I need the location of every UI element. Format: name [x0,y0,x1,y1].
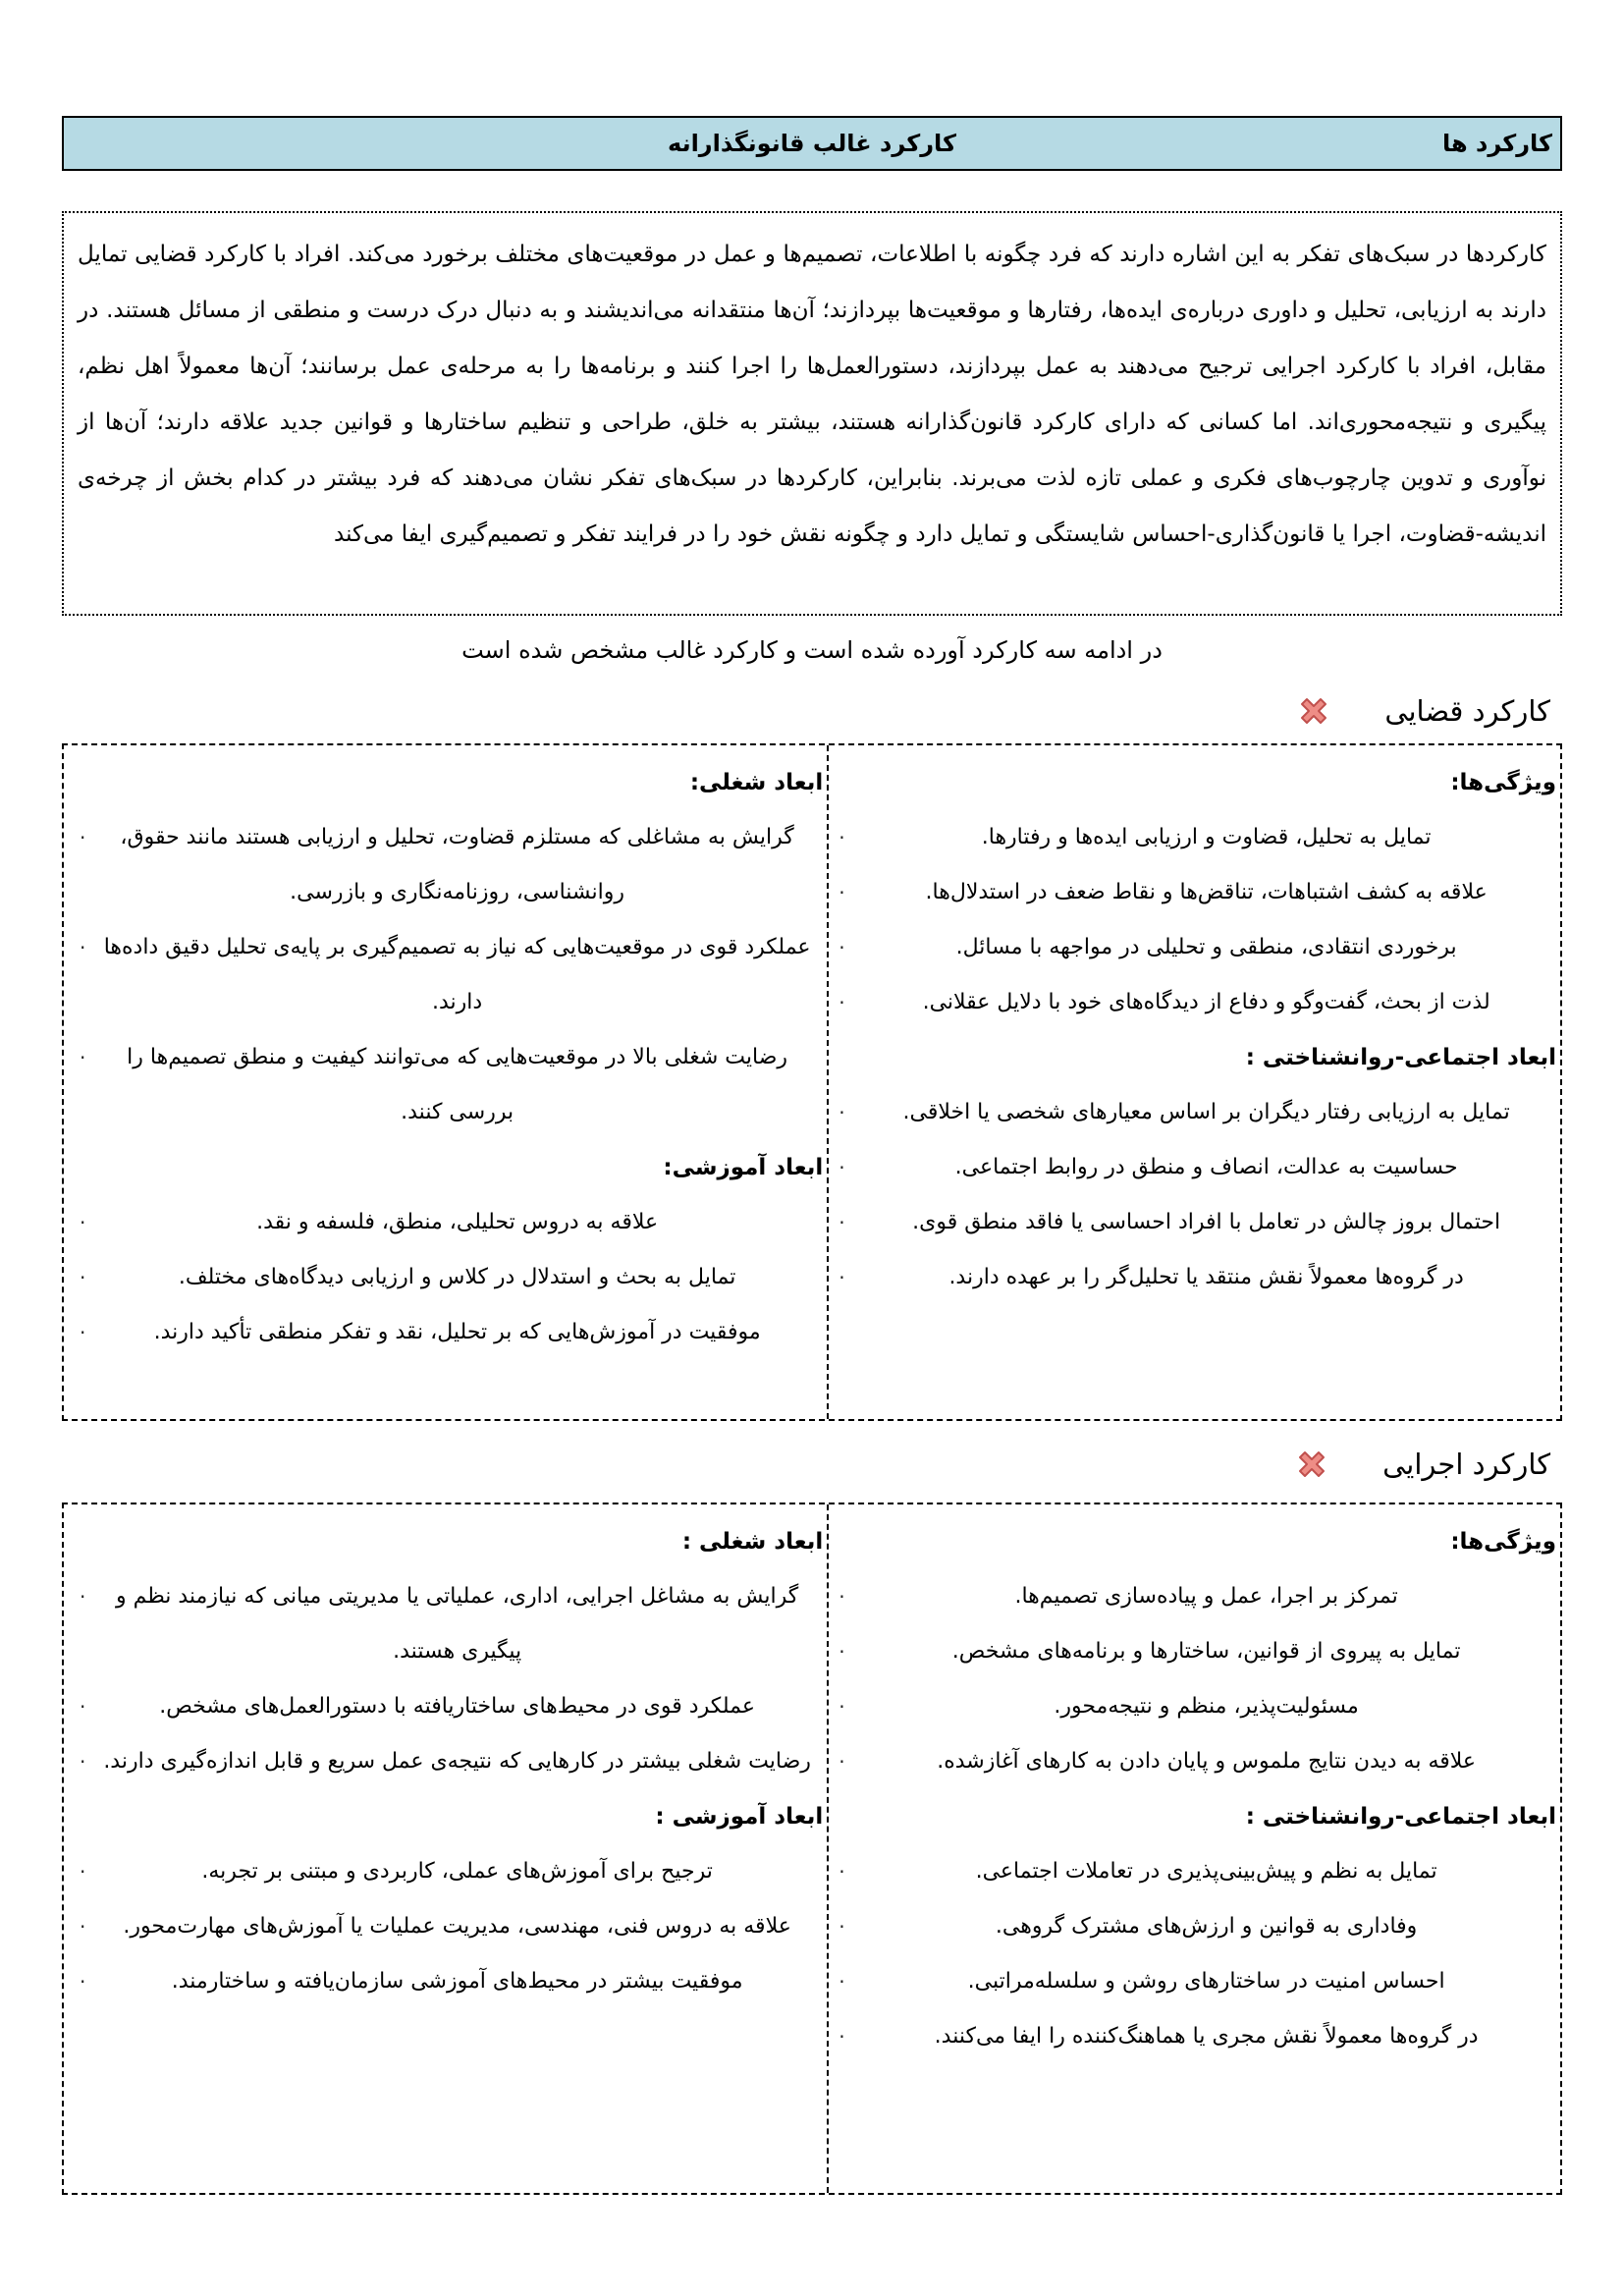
list-item: · برخوردی انتقادی، منطقی و تحلیلی در مواجهه با مسائل. [829,920,1560,975]
judicial-occupational-column [64,745,827,1419]
social-psychological-list [829,1844,1560,2064]
list-item: · حساسیت به عدالت، انصاف و منطق در روابط اجتماعی. [829,1140,1560,1195]
column-header-social-psychological: ابعاد اجتماعی-روانشناختی : [1245,1045,1556,1070]
occupational-list [64,1569,827,1789]
intro-paragraph: کارکردها در سبک‌های تفکر به این اشاره دارند که فرد چگونه با اطلاعات، تصمیم‌ها و عمل در موقعیت‌های مختلف برخورد می‌کند. افراد با کارکرد قضایی تمایل دارند به ارزیابی، تحلیل و داوری درباره‌ی ایده‌ها، رفتارها و موقعیت‌ها بپردازند؛ آن‌ها منتقدانه می‌اندیشند و به دنبال درک درست و منطقی از مسائل هستند. در مقابل، افراد با کارکرد اجرایی ترجیح می‌دهند به عمل بپردازند، دستورالعمل‌ها را اجرا کنند و برنامه‌ها را به مرحله‌ی عمل برسانند؛ آن‌ها معمولاً اهل نظم، پیگیری و نتیجه‌محوری‌اند. اما کسانی که دارای کارکرد قانون‌گذارانه هستند، بیشتر به خلق، طراحی و تنظیم ساختارها و قوانین جدید علاقه دارند؛ آن‌ها از نوآوری و تدوین چارچوب‌های فکری و عملی تازه لذت می‌برند. بنابراین، کارکردها در سبک‌های تفکر نشان می‌دهند که فرد بیشتر در کدام بخش از چرخه‌ی اندیشه-قضاوت، اجرا یا قانون‌گذاری-احساس شایستگی و تمایل دارد و چگونه نقش خود را در فرایند تفکر و تصمیم‌گیری ایفا می‌کند [78,242,1546,547]
column-header-educational: ابعاد آموزشی: [663,1155,824,1180]
list-item: · ترجیح برای آموزش‌های عملی، کاربردی و مبتنی بر تجربه. [64,1844,827,1899]
list-item: · علاقه به کشف اشتباهات، تناقض‌ها و نقاط ضعف در استدلال‌ها. [829,865,1560,920]
list-item: · عملکرد قوی در موقعیت‌هایی که نیاز به تصمیم‌گیری بر پایه‌ی تحلیل دقیق داده‌ها دارند. [64,920,827,1030]
list-item: · وفاداری به قوانین و ارزش‌های مشترک گروهی. [829,1899,1560,1954]
executive-features-column [827,1504,1560,2193]
list-item: · گرایش به مشاغل اجرایی، اداری، عملیاتی یا مدیریتی میانی که نیازمند نظم و پیگیری هستند. [64,1569,827,1679]
list-item: · عملکرد قوی در محیط‌های ساختاریافته با دستورالعمل‌های مشخص. [64,1679,827,1734]
list-item: · علاقه به دروس تحلیلی، منطق، فلسفه و نقد. [64,1195,827,1250]
list-item: · موفقیت بیشتر در محیط‌های آموزشی سازمان‌یافته و ساختارمند. [64,1954,827,2009]
executive-occupational-column [64,1504,827,2193]
list-item: · علاقه به دیدن نتایج ملموس و پایان دادن به کارهای آغازشده. [829,1734,1560,1789]
list-item: · احساس امنیت در ساختارهای روشن و سلسله‌مراتبی. [829,1954,1560,2009]
list-item: · موفقیت در آموزش‌هایی که بر تحلیل، نقد و تفکر منطقی تأکید دارند. [64,1305,827,1360]
list-item: · تمایل به تحلیل، قضاوت و ارزیابی ایده‌ها و رفتارها. [829,810,1560,865]
social-psychological-list [829,1085,1560,1305]
list-item: · در گروه‌ها معمولاً نقش مجری یا هماهنگ‌کننده را ایفا می‌کنند. [829,2009,1560,2064]
section-title-executive [1292,1441,1550,1488]
list-item: · مسئولیت‌پذیر، منظم و نتیجه‌محور. [829,1679,1560,1734]
executive-function-box [62,1503,1562,2195]
list-item: · احتمال بروز چالش در تعامل با افراد احساسی یا فاقد منطق قوی. [829,1195,1560,1250]
column-header-occupational: ابعاد شغلی : [681,1529,824,1555]
judicial-function-box [62,743,1562,1421]
educational-list [64,1195,827,1360]
list-item: · تمرکز بر اجرا، عمل و پیاده‌سازی تصمیم‌ها. [829,1569,1560,1624]
list-item: · علاقه به دروس فنی، مهندسی، مدیریت عملیات یا آموزش‌های مهارت‌محور. [64,1899,827,1954]
column-header-features: ویژگی‌ها: [1450,1529,1556,1555]
list-item: · در گروه‌ها معمولاً نقش منتقد یا تحلیل‌گر را بر عهده دارند. [829,1250,1560,1305]
features-list [829,810,1560,1030]
list-item: · گرایش به مشاغلی که مستلزم قضاوت، تحلیل و ارزیابی هستند مانند حقوق، روانشناسی، روزنامه‌نگاری و بازرسی. [64,810,827,920]
header-right-title: کارکرد ها [1442,130,1552,157]
list-item: · تمایل به ارزیابی رفتار دیگران بر اساس معیارهای شخصی یا اخلاقی. [829,1085,1560,1140]
list-item: · تمایل به نظم و پیش‌بینی‌پذیری در تعاملات اجتماعی. [829,1844,1560,1899]
list-item: · لذت از بحث، گفت‌وگو و دفاع از دیدگاه‌های خود با دلایل عقلانی. [829,975,1560,1030]
features-list [829,1569,1560,1789]
educational-list [64,1844,827,2009]
x-mark-icon [1294,691,1333,731]
occupational-list [64,810,827,1140]
column-header-social-psychological: ابعاد اجتماعی-روانشناختی : [1245,1804,1556,1830]
intro-box [62,211,1562,616]
list-item: · تمایل به پیروی از قوانین، ساختارها و برنامه‌های مشخص. [829,1624,1560,1679]
column-header-features: ویژگی‌ها: [1450,770,1556,795]
judicial-features-column [827,745,1560,1419]
column-header-educational: ابعاد آموزشی : [655,1804,824,1830]
header-bar [62,116,1562,171]
header-center-title: کارکرد غالب قانونگذارانه [668,130,956,157]
list-item: · رضایت شغلی بالا در موقعیت‌هایی که می‌توانند کیفیت و منطق تصمیم‌ها را بررسی کنند. [64,1030,827,1140]
continuation-note: در ادامه سه کارکرد آورده شده است و کارکرد غالب مشخص شده است [461,636,1163,664]
list-item: · رضایت شغلی بیشتر در کارهایی که نتیجه‌ی عمل سریع و قابل اندازه‌گیری دارند. [64,1734,827,1789]
x-mark-icon [1292,1445,1331,1484]
section-title-text: کارکرد اجرایی [1382,1448,1550,1481]
section-title-judicial [1294,687,1550,735]
list-item: · تمایل به بحث و استدلال در کلاس و ارزیابی دیدگاه‌های مختلف. [64,1250,827,1305]
column-header-occupational: ابعاد شغلی: [689,770,824,795]
section-title-text: کارکرد قضایی [1384,694,1550,728]
